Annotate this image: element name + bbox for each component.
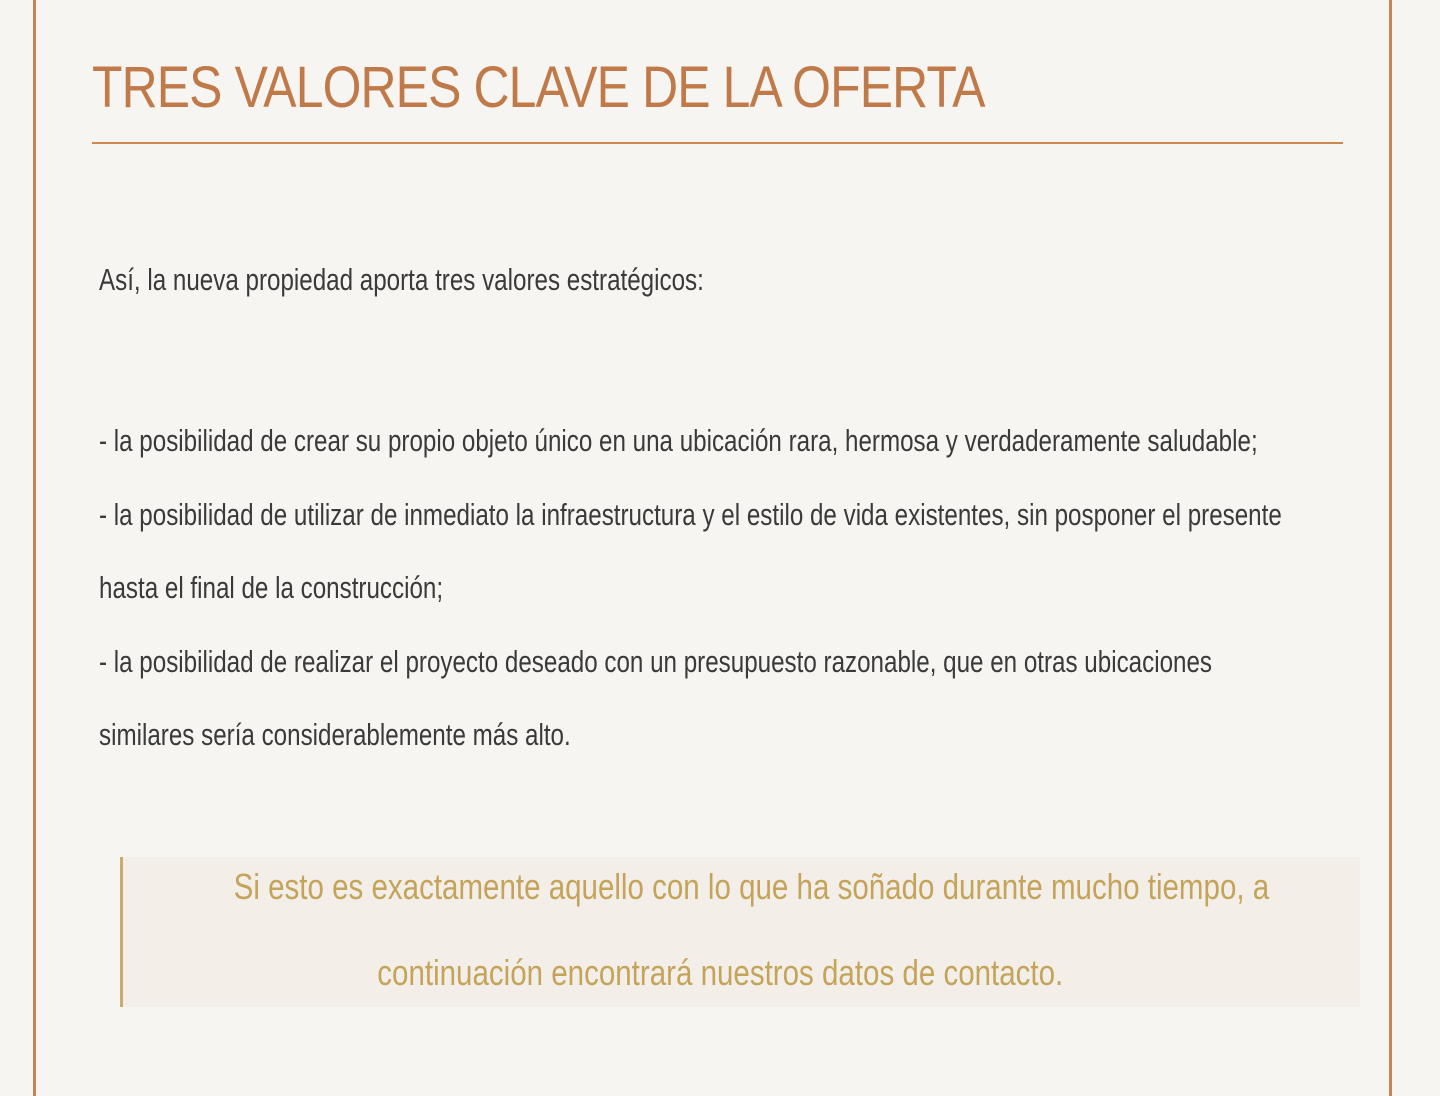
title-divider xyxy=(92,142,1343,144)
list-item: - la posibilidad de utilizar de inmediato la infraestructura y el estilo de vida existentes, sin posponer el presente xyxy=(99,496,1282,532)
contact-callout xyxy=(120,857,1360,1007)
list-item: - la posibilidad de realizar el proyecto deseado con un presupuesto razonable, que en otras ubicaciones xyxy=(99,643,1213,679)
section-title: TRES VALORES CLAVE DE LA OFERTA xyxy=(92,55,985,120)
list-item: similares sería considerablemente más alto. xyxy=(99,717,571,752)
list-item: - la posibilidad de crear su propio objeto único en una ubicación rara, hermosa y verdaderamente saludable; xyxy=(99,423,1258,458)
list-item: hasta el final de la construcción; xyxy=(99,570,444,605)
callout-text-line xyxy=(120,865,1320,909)
values-list xyxy=(99,404,1359,772)
callout-text: Si esto es exactamente aquello con lo que ha soñado durante mucho tiempo, a xyxy=(233,866,1270,907)
callout-text: continuación encontrará nuestros datos de contacto. xyxy=(377,952,1063,993)
callout-text-line xyxy=(120,951,1320,995)
intro-paragraph: Así, la nueva propiedad aporta tres valores estratégicos: xyxy=(99,262,704,297)
